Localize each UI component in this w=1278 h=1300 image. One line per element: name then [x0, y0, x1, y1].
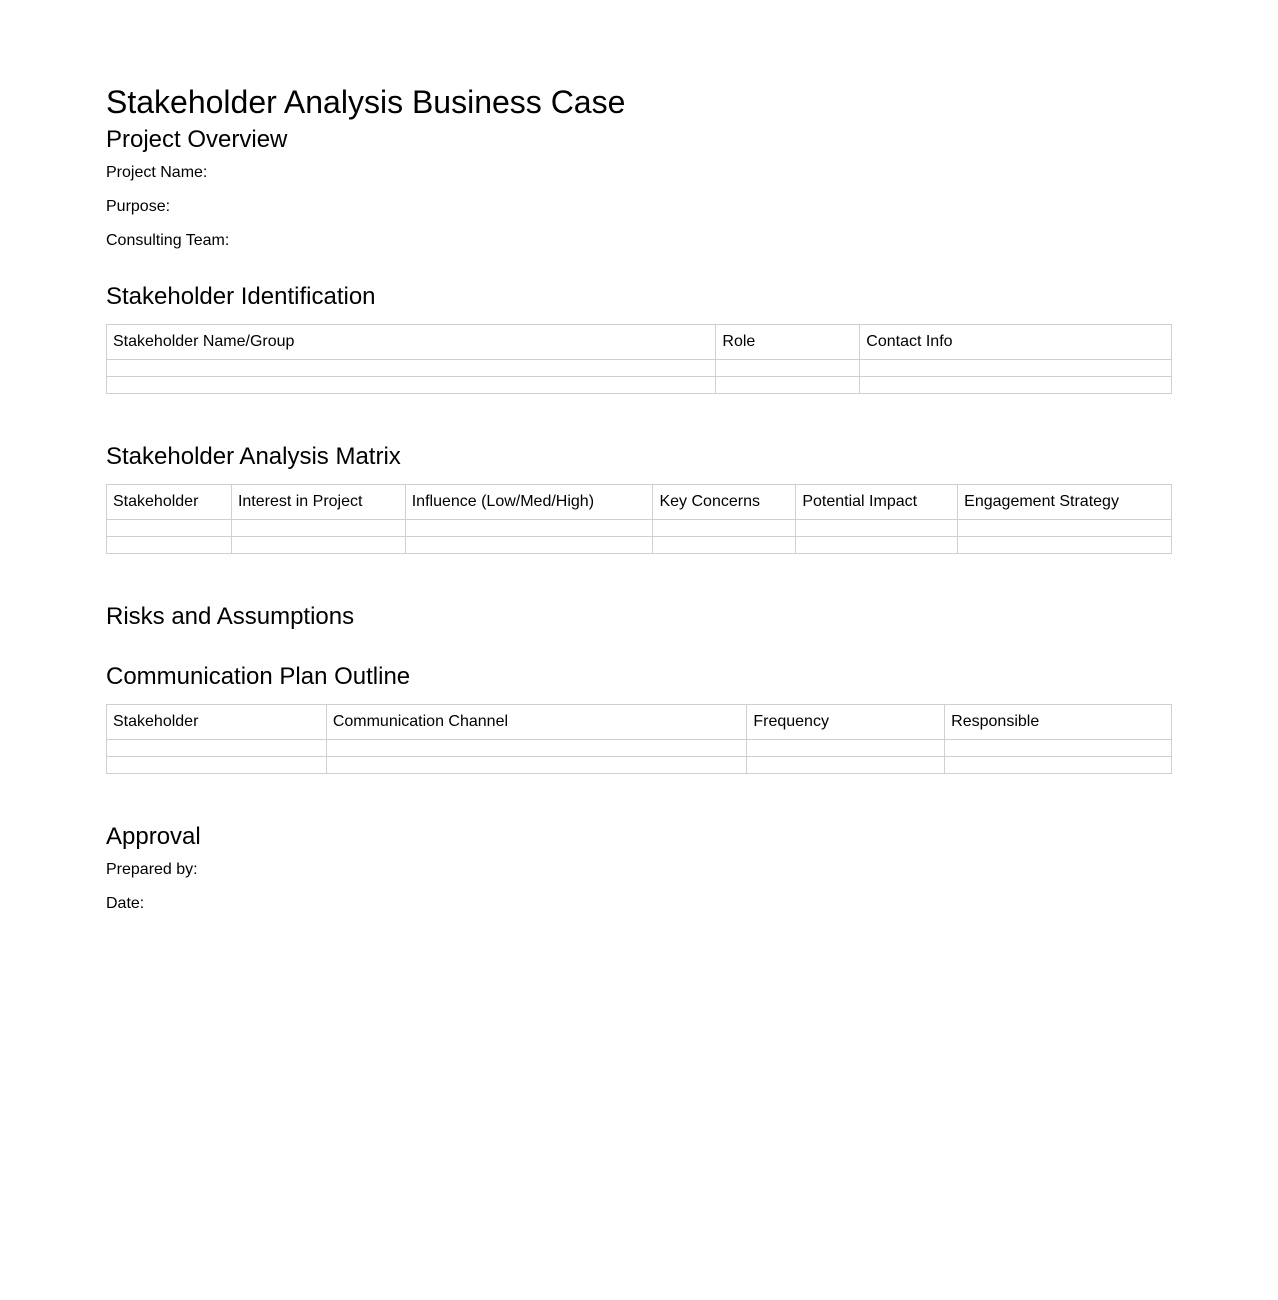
project-overview-heading: Project Overview	[106, 126, 288, 153]
column-header: Key Concerns	[653, 485, 796, 520]
column-header: Stakeholder	[107, 705, 327, 740]
table-row	[107, 537, 1172, 554]
table-cell[interactable]	[796, 537, 958, 554]
table-cell[interactable]	[107, 377, 716, 394]
consulting-team-field: Consulting Team:	[106, 232, 230, 249]
project-name-field: Project Name:	[106, 164, 208, 181]
table-cell[interactable]	[747, 740, 945, 757]
table-cell[interactable]	[653, 520, 796, 537]
column-header: Role	[716, 325, 860, 360]
table-cell[interactable]	[945, 757, 1172, 774]
table-cell[interactable]	[958, 537, 1172, 554]
table-cell[interactable]	[958, 520, 1172, 537]
column-header: Frequency	[747, 705, 945, 740]
communication-plan-heading: Communication Plan Outline	[106, 663, 411, 690]
column-header: Interest in Project	[231, 485, 405, 520]
column-header: Responsible	[945, 705, 1172, 740]
communication-plan-table	[106, 704, 1172, 774]
table-cell[interactable]	[107, 757, 327, 774]
table-cell[interactable]	[860, 360, 1172, 377]
column-header: Engagement Strategy	[958, 485, 1172, 520]
table-cell[interactable]	[747, 757, 945, 774]
column-header: Influence (Low/Med/High)	[405, 485, 653, 520]
table-cell[interactable]	[231, 537, 405, 554]
table-cell[interactable]	[860, 377, 1172, 394]
stakeholder-analysis-matrix-table	[106, 484, 1172, 554]
document-title: Stakeholder Analysis Business Case	[106, 84, 626, 120]
table-cell[interactable]	[107, 740, 327, 757]
table-cell[interactable]	[326, 740, 747, 757]
table-cell[interactable]	[107, 537, 232, 554]
table-cell[interactable]	[945, 740, 1172, 757]
approval-heading: Approval	[106, 823, 201, 850]
table-header-row	[107, 325, 1172, 360]
table-cell[interactable]	[716, 377, 860, 394]
table-header-row	[107, 705, 1172, 740]
table-cell[interactable]	[231, 520, 405, 537]
column-header: Stakeholder	[107, 485, 232, 520]
table-row	[107, 740, 1172, 757]
date-field: Date:	[106, 895, 145, 912]
table-row	[107, 757, 1172, 774]
table-cell[interactable]	[653, 537, 796, 554]
table-cell[interactable]	[107, 520, 232, 537]
prepared-by-field: Prepared by:	[106, 861, 198, 878]
table-cell[interactable]	[107, 360, 716, 377]
column-header: Communication Channel	[326, 705, 747, 740]
risks-and-assumptions-heading: Risks and Assumptions	[106, 603, 355, 630]
table-header-row	[107, 485, 1172, 520]
table-row	[107, 377, 1172, 394]
table-row	[107, 360, 1172, 377]
stakeholder-identification-table	[106, 324, 1172, 394]
document-page	[106, 0, 1172, 914]
stakeholder-identification-heading: Stakeholder Identification	[106, 283, 376, 310]
stakeholder-analysis-matrix-heading: Stakeholder Analysis Matrix	[106, 443, 401, 470]
column-header: Stakeholder Name/Group	[107, 325, 716, 360]
purpose-field: Purpose:	[106, 198, 171, 215]
column-header: Potential Impact	[796, 485, 958, 520]
table-cell[interactable]	[716, 360, 860, 377]
table-cell[interactable]	[326, 757, 747, 774]
table-cell[interactable]	[796, 520, 958, 537]
table-cell[interactable]	[405, 537, 653, 554]
column-header: Contact Info	[860, 325, 1172, 360]
table-row	[107, 520, 1172, 537]
table-cell[interactable]	[405, 520, 653, 537]
